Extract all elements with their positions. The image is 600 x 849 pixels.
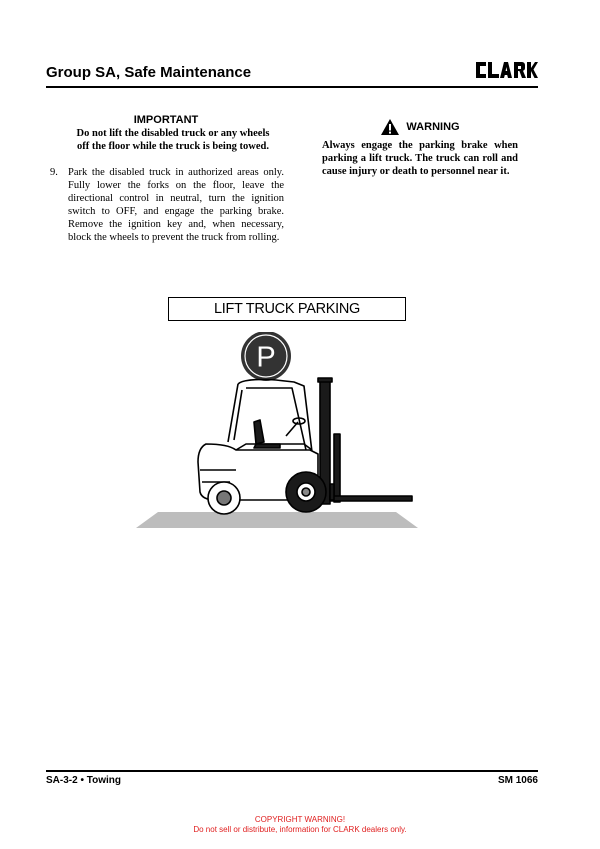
- page-title: Group SA, Safe Maintenance: [46, 64, 252, 81]
- copyright-line-2: Do not sell or distribute, information for CLARK dealers only.: [193, 825, 407, 834]
- warning-text: Always engage the parking brake when parking a lift truck. The truck can roll and cause injury or death to personnel near it.: [322, 140, 518, 177]
- important-heading: IMPORTANT: [133, 114, 199, 126]
- forklift-icon: [198, 378, 412, 514]
- copyright-notice: [0, 815, 600, 835]
- warning-heading: [322, 118, 518, 136]
- step-number: 9.: [50, 167, 58, 178]
- sign-title-box: [168, 297, 406, 321]
- step-text: Park the disabled truck in authorized areas only. Fully lower the forks on the floor, leave the directional control in neutral, turn the ignition switch to OFF, and engage the parking brake. Remove the ignition key and, when necessary, block the wheels to prevent the truck from rolling.: [68, 167, 284, 243]
- warning-label: WARNING: [406, 121, 460, 133]
- header-rule: [46, 86, 538, 88]
- important-line-1: Do not lift the disabled truck or any wheels: [76, 128, 270, 139]
- warning-triangle-icon: [380, 118, 400, 136]
- parking-symbol: P: [256, 341, 276, 374]
- footer-rule: [46, 770, 538, 772]
- forklift-illustration: [136, 332, 436, 532]
- clark-logo: [474, 58, 538, 82]
- important-text: [60, 127, 286, 153]
- floor-shadow: [136, 512, 418, 528]
- copyright-line-1: COPYRIGHT WARNING!: [254, 815, 346, 824]
- footer-manual-number: SM 1066: [497, 775, 538, 786]
- sign-title: LIFT TRUCK PARKING: [213, 301, 361, 317]
- parking-sign-icon: [241, 332, 291, 381]
- important-line-2: off the floor while the truck is being towed.: [77, 141, 269, 152]
- footer-section: SA-3-2 • Towing: [46, 775, 121, 786]
